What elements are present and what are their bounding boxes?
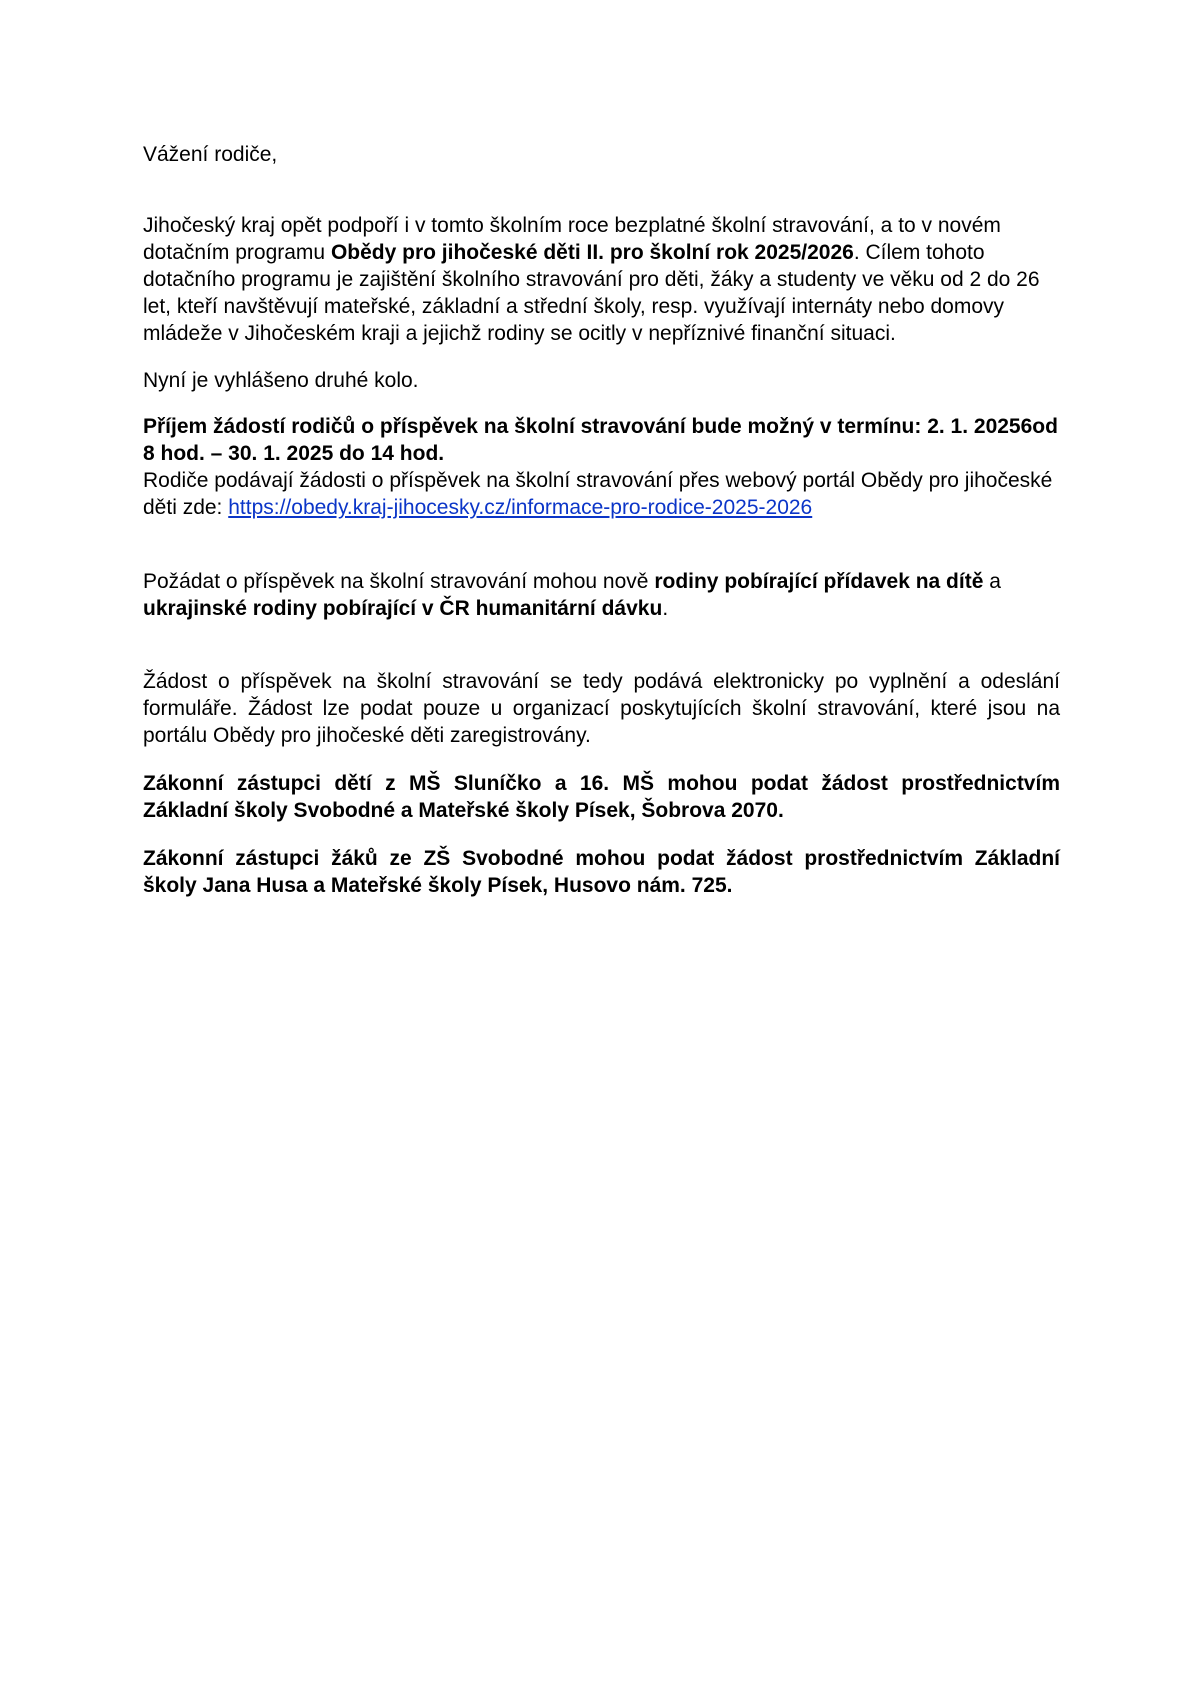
greeting: Vážení rodiče, (143, 143, 278, 166)
eligible-group-ukrainian: ukrajinské rodiny pobírající v ČR humanitární dávku (143, 597, 663, 620)
program-name: Obědy pro jihočeské děti II. pro školní rok 2025/2026 (330, 241, 854, 264)
paragraph-eligibility (143, 568, 1060, 622)
letter-body (143, 141, 1060, 899)
paragraph-portal (143, 467, 1060, 521)
portal-link[interactable]: https://obedy.kraj-jihocesky.cz/informace-pro-rodice-2025-2026 (228, 496, 813, 519)
paragraph-program-intro (143, 212, 1060, 347)
paragraph-kindergarten-note: Zákonní zástupci dětí z MŠ Sluníčko a 16. MŠ mohou podat žádost prostřednictvím Základní školy Svobodné a Mateřské školy Písek, Šobrova 2070. (143, 772, 1060, 822)
paragraph-text: Rodiče podávají žádosti o příspěvek na školní stravování přes webový portál Obědy pro jihočeské děti zde: (143, 469, 1053, 519)
paragraph-application-period (143, 413, 1060, 467)
paragraph-text: a (983, 570, 1001, 593)
paragraph-second-round: Nyní je vyhlášeno druhé kolo. (143, 369, 419, 392)
eligible-group-child-allowance: rodiny pobírající přídavek na dítě (654, 570, 984, 593)
paragraph-text: Požádat o příspěvek na školní stravování mohou nově (143, 570, 655, 593)
paragraph-text: Jihočeský kraj opět podpoří i v tomto školním roce bezplatné školní stravování, a to v novém dotačním programu (143, 214, 1001, 264)
paragraph-school-note: Zákonní zástupci žáků ze ZŠ Svobodné mohou podat žádost prostřednictvím Základní školy Jana Husa a Mateřské školy Písek, Husovo nám. 725. (143, 847, 1060, 897)
paragraph-text: . Cílem tohoto dotačního programu je zajištění školního stravování pro děti, žáky a studenty ve věku od 2 do 26 let, kteří navštěvují mateřské, základní a střední školy, resp. využívají internáty nebo domovy mládeže v Jihočeském kraji a jejichž rodiny se ocitly v nepříznivé finanční situaci. (143, 241, 1040, 345)
paragraph-electronic-application: Žádost o příspěvek na školní stravování se tedy podává elektronicky po vyplnění a odeslání formuláře. Žádost lze podat pouze u organizací poskytujících školní stravování, které jsou na portálu Obědy pro jihočeské děti zaregistrovány. (143, 670, 1060, 747)
application-period: Příjem žádostí rodičů o příspěvek na školní stravování bude možný v termínu: 2. 1. 20256od 8 hod. – 30. 1. 2025 do 14 hod. (143, 415, 1058, 465)
paragraph-text: . (662, 597, 669, 620)
